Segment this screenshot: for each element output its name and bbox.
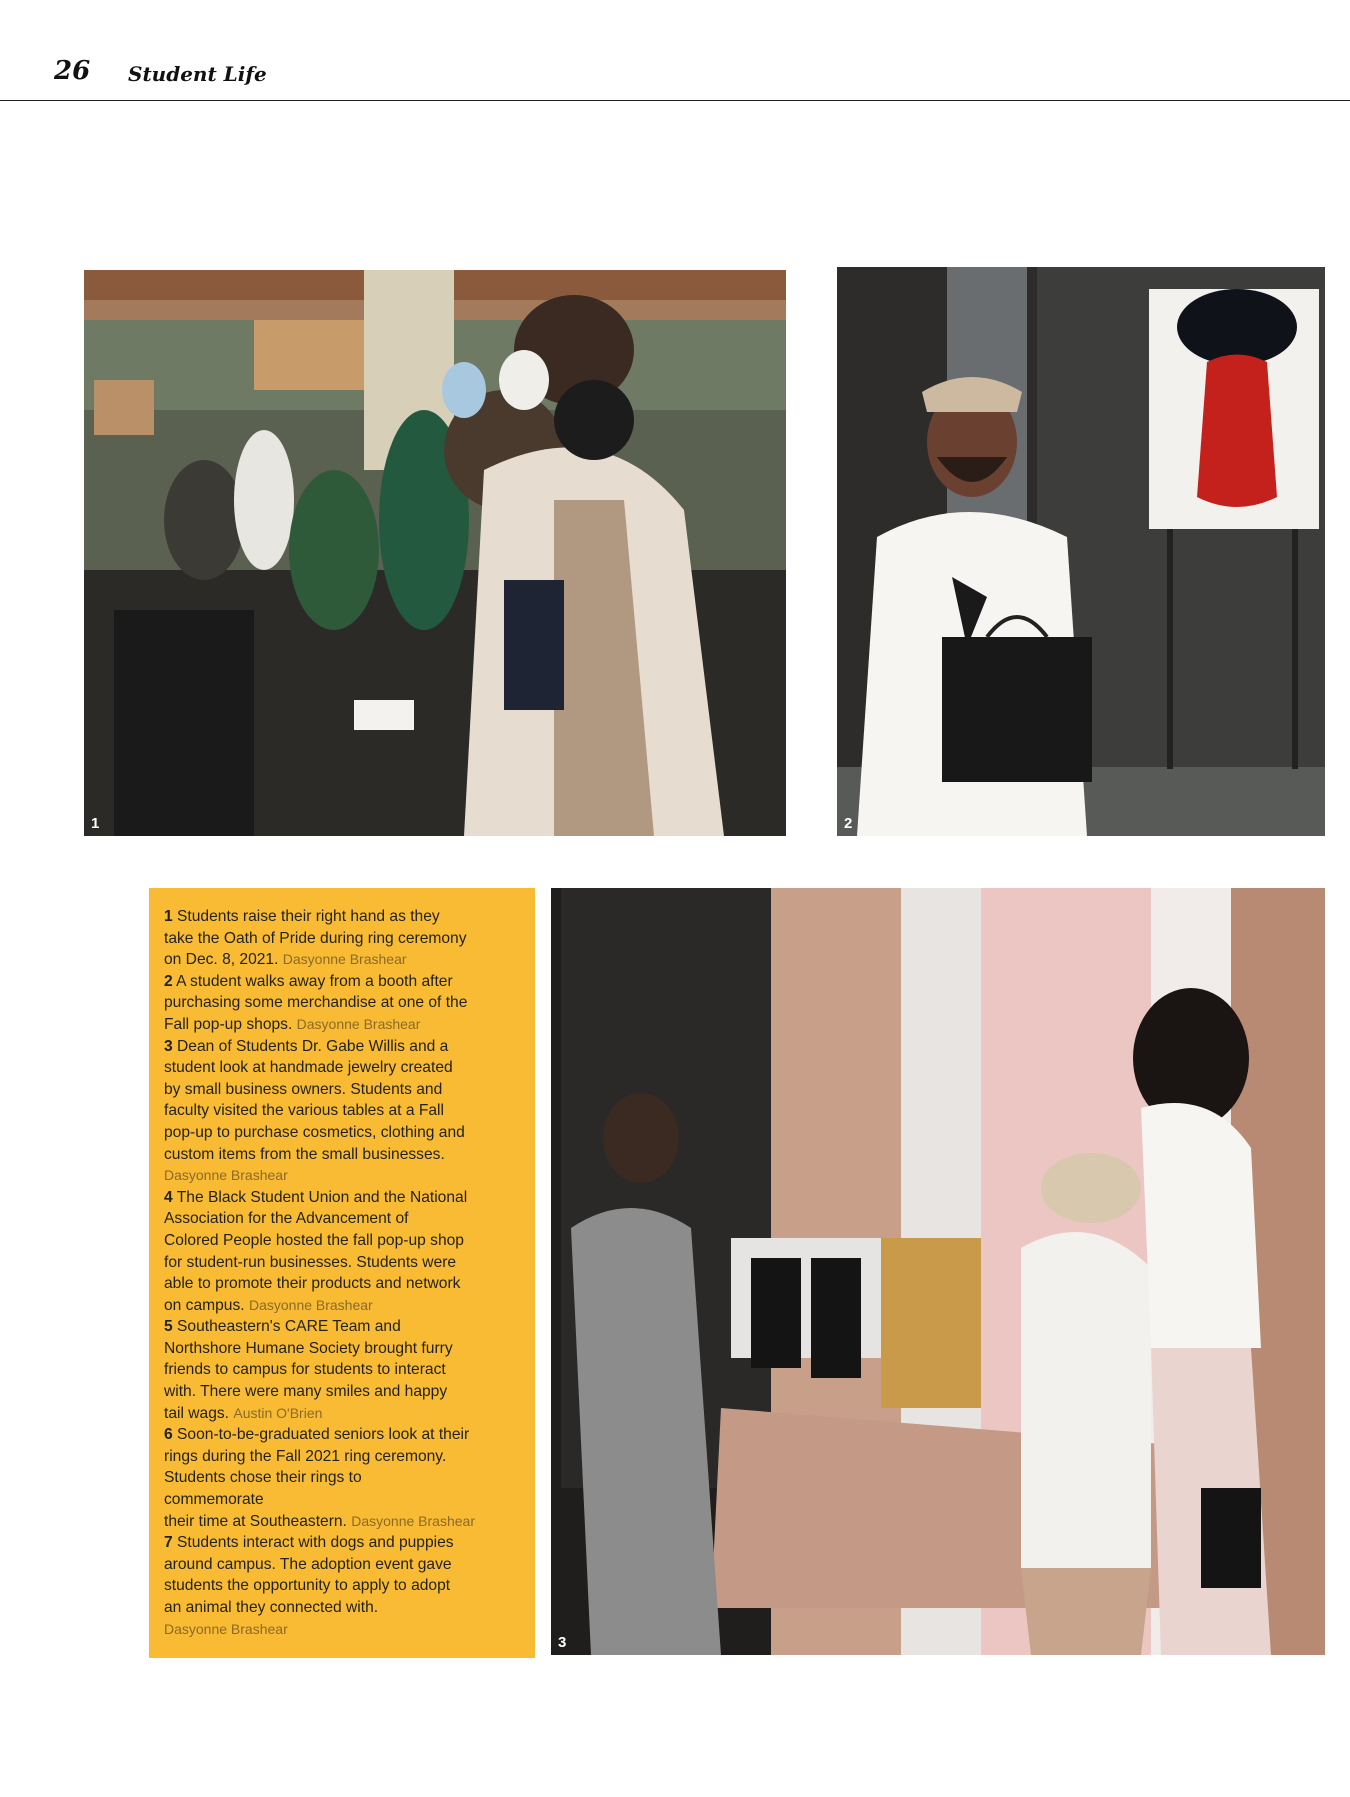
photo-pop-up-shopper xyxy=(837,267,1325,836)
caption-line xyxy=(164,1252,523,1274)
photo-number-3: 3 xyxy=(558,1634,567,1651)
caption-number: 7 xyxy=(164,1534,173,1552)
photo-credit: Dasyonne Brashear xyxy=(282,951,407,968)
caption-line xyxy=(164,1079,523,1101)
caption-line xyxy=(164,992,523,1014)
caption-line xyxy=(164,971,523,993)
caption-text: Students interact with dogs and puppies xyxy=(177,1534,454,1552)
caption-text: custom items from the small businesses. xyxy=(164,1145,445,1163)
caption-text: A student walks away from a booth after xyxy=(176,972,453,990)
caption-number: 1 xyxy=(164,908,173,925)
caption-text: an animal they connected with. xyxy=(164,1599,379,1616)
caption-text: on Dec. 8, 2021. xyxy=(164,951,279,969)
caption-line xyxy=(164,1014,523,1036)
photo-credit: Austin O'Brien xyxy=(233,1404,323,1421)
caption-line xyxy=(164,1036,523,1058)
caption-text: by small business owners. Students and xyxy=(164,1080,443,1098)
caption-line xyxy=(164,1511,523,1533)
caption-text: Soon-to-be-graduated seniors look at their xyxy=(177,1426,470,1444)
caption-text: able to promote their products and network xyxy=(164,1275,461,1293)
caption-text: for student-run businesses. Students were xyxy=(164,1253,457,1271)
caption-line xyxy=(164,1295,523,1317)
photo-credit: Dasyonne Brashear xyxy=(248,1296,373,1313)
photo-credit: Dasyonne Brashear xyxy=(351,1512,475,1529)
caption-line xyxy=(164,1208,523,1230)
caption-text: Colored People hosted the fall pop-up shop xyxy=(164,1231,464,1249)
caption-text: Dean of Students Dr. Gabe Willis and a xyxy=(177,1037,449,1055)
caption-line xyxy=(164,1273,523,1295)
caption-line xyxy=(164,1230,523,1252)
caption-line xyxy=(164,1144,523,1166)
caption-text: student look at handmade jewelry created xyxy=(164,1059,453,1077)
caption-line xyxy=(164,1575,523,1597)
photo-credit: Dasyonne Brashear xyxy=(164,1620,288,1637)
caption-line xyxy=(164,1338,523,1360)
photo-number-1: 1 xyxy=(91,815,100,832)
caption-text: The Black Student Union and the National xyxy=(176,1188,468,1206)
caption-line xyxy=(164,1057,523,1079)
photo-jewelry-table-image xyxy=(551,888,1325,1655)
caption-line xyxy=(164,1316,523,1338)
caption-text: with. There were many smiles and happy xyxy=(164,1383,448,1401)
photo-pop-up-shopper-image xyxy=(837,267,1325,836)
caption-text: commemorate xyxy=(164,1491,264,1509)
caption-number: 4 xyxy=(164,1188,173,1206)
caption-line xyxy=(164,1381,523,1403)
caption-text: rings during the Fall 2021 ring ceremony. xyxy=(164,1447,447,1465)
caption-number: 3 xyxy=(164,1037,173,1055)
caption-line xyxy=(164,1424,523,1446)
caption-line xyxy=(164,1403,523,1425)
caption-text: Northshore Humane Society brought furry xyxy=(164,1339,453,1357)
caption-text: take the Oath of Pride during ring ceremony xyxy=(164,929,467,947)
caption-box xyxy=(149,888,535,1658)
caption-credit-line xyxy=(164,1619,523,1641)
caption-text: purchasing some merchandise at one of the xyxy=(164,994,468,1012)
caption-number: 5 xyxy=(164,1318,173,1336)
caption-text: Students chose their rings to xyxy=(164,1469,362,1487)
photo-ring-ceremony-image xyxy=(84,270,786,836)
caption-text: their time at Southeastern. xyxy=(164,1512,347,1530)
caption-text: tail wags. xyxy=(164,1404,230,1422)
caption-credit-line xyxy=(164,1165,523,1187)
photo-number-2: 2 xyxy=(844,815,853,832)
caption-text: friends to campus for students to interact xyxy=(164,1361,446,1379)
page-header xyxy=(0,0,1350,101)
caption-line xyxy=(164,1597,523,1619)
photo-jewelry-table xyxy=(551,888,1325,1655)
caption-line xyxy=(164,906,523,928)
caption-line xyxy=(164,1532,523,1554)
photo-credit: Dasyonne Brashear xyxy=(164,1167,288,1184)
caption-number: 6 xyxy=(164,1426,173,1444)
caption-text: Students raise their right hand as they xyxy=(177,908,440,925)
caption-line xyxy=(164,1467,523,1489)
caption-text: Association for the Advancement of xyxy=(164,1210,409,1228)
caption-text: Southeastern's CARE Team and xyxy=(177,1318,401,1336)
caption-line xyxy=(164,1446,523,1468)
caption-number: 2 xyxy=(164,972,173,990)
caption-line xyxy=(164,949,523,971)
caption-line xyxy=(164,1100,523,1122)
caption-text: faculty visited the various tables at a Fall xyxy=(164,1102,444,1120)
caption-line xyxy=(164,1187,523,1209)
caption-text: around campus. The adoption event gave xyxy=(164,1555,452,1573)
caption-text: pop-up to purchase cosmetics, clothing and xyxy=(164,1123,465,1141)
caption-text: students the opportunity to apply to adopt xyxy=(164,1577,451,1595)
caption-line xyxy=(164,1122,523,1144)
caption-line xyxy=(164,1489,523,1511)
caption-line xyxy=(164,1554,523,1576)
photo-credit: Dasyonne Brashear xyxy=(296,1015,421,1032)
caption-text: Fall pop-up shops. xyxy=(164,1015,293,1033)
photo-ring-ceremony xyxy=(84,270,786,836)
caption-line xyxy=(164,928,523,950)
caption-text: on campus. xyxy=(164,1296,245,1314)
section-title: Student Life xyxy=(128,62,267,86)
caption-line xyxy=(164,1359,523,1381)
page-number: 26 xyxy=(54,56,91,86)
